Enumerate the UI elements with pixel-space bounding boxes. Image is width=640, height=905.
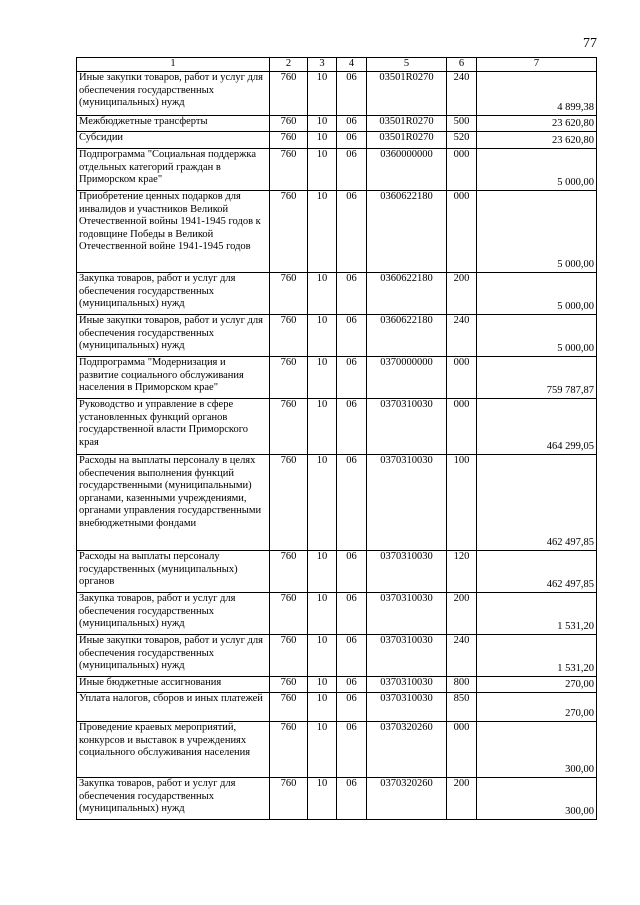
row-sum: 5 000,00: [477, 191, 597, 273]
row-code-section: 10: [308, 149, 337, 191]
row-code-target: 03501R0270: [367, 132, 447, 149]
table-row: [77, 635, 597, 677]
row-code-section: 10: [308, 315, 337, 357]
row-code-subsection: 06: [337, 551, 367, 593]
row-code-target: 0370310030: [367, 399, 447, 455]
row-sum: 4 899,38: [477, 72, 597, 116]
row-sum: 1 531,20: [477, 635, 597, 677]
row-code-section: 10: [308, 191, 337, 273]
row-code-subsection: 06: [337, 399, 367, 455]
row-name: Проведение краевых мероприятий, конкурсов и выставок в учреждениях социального обслуживания населения: [77, 722, 270, 778]
row-sum: 1 531,20: [477, 593, 597, 635]
row-code-section: 10: [308, 132, 337, 149]
row-code-expense-type: 240: [447, 315, 477, 357]
row-code-expense-type: 000: [447, 722, 477, 778]
column-header: 6: [447, 58, 477, 72]
row-code-expense-type: 000: [447, 191, 477, 273]
table-row: [77, 273, 597, 315]
row-name: Иные закупки товаров, работ и услуг для обеспечения государственных (муниципальных) нужд: [77, 635, 270, 677]
page-number: 77: [583, 36, 597, 51]
row-code-subsection: 06: [337, 722, 367, 778]
row-code-expense-type: 240: [447, 635, 477, 677]
row-name: Расходы на выплаты персоналу государственных (муниципальных) органов: [77, 551, 270, 593]
column-header: 4: [337, 58, 367, 72]
row-code-ministry: 760: [270, 72, 308, 116]
row-name: Подпрограмма "Модернизация и развитие социального обслуживания населения в Приморском крае": [77, 357, 270, 399]
table-row: [77, 116, 597, 132]
row-name: Руководство и управление в сфере установленных функций органов государственной власти Приморского края: [77, 399, 270, 455]
table-row: [77, 677, 597, 693]
table-row: [77, 593, 597, 635]
table-row: [77, 191, 597, 273]
row-code-section: 10: [308, 455, 337, 551]
row-sum: 5 000,00: [477, 315, 597, 357]
row-code-ministry: 760: [270, 635, 308, 677]
row-code-expense-type: 200: [447, 593, 477, 635]
row-code-target: 0370320260: [367, 722, 447, 778]
header-row: [77, 58, 597, 72]
column-header: 3: [308, 58, 337, 72]
table-row: [77, 149, 597, 191]
row-code-subsection: 06: [337, 693, 367, 722]
row-name: Подпрограмма "Социальная поддержка отдельных категорий граждан в Приморском крае": [77, 149, 270, 191]
row-code-subsection: 06: [337, 273, 367, 315]
row-code-subsection: 06: [337, 677, 367, 693]
row-code-target: 03501R0270: [367, 116, 447, 132]
table-row: [77, 455, 597, 551]
row-code-target: 0370310030: [367, 693, 447, 722]
row-code-ministry: 760: [270, 273, 308, 315]
row-code-ministry: 760: [270, 315, 308, 357]
row-code-expense-type: 200: [447, 778, 477, 820]
row-sum: 270,00: [477, 693, 597, 722]
row-code-ministry: 760: [270, 593, 308, 635]
row-code-ministry: 760: [270, 191, 308, 273]
table-row: [77, 693, 597, 722]
row-code-section: 10: [308, 72, 337, 116]
row-code-target: 0370000000: [367, 357, 447, 399]
row-code-section: 10: [308, 635, 337, 677]
row-code-subsection: 06: [337, 455, 367, 551]
row-code-target: 03501R0270: [367, 72, 447, 116]
row-code-subsection: 06: [337, 132, 367, 149]
row-name: Закупка товаров, работ и услуг для обеспечения государственных (муниципальных) нужд: [77, 593, 270, 635]
row-sum: 462 497,85: [477, 551, 597, 593]
column-header: 5: [367, 58, 447, 72]
row-code-section: 10: [308, 693, 337, 722]
row-name: Закупка товаров, работ и услуг для обеспечения государственных (муниципальных) нужд: [77, 778, 270, 820]
row-code-ministry: 760: [270, 132, 308, 149]
row-code-expense-type: 000: [447, 149, 477, 191]
table-row: [77, 315, 597, 357]
row-code-expense-type: 100: [447, 455, 477, 551]
row-code-ministry: 760: [270, 778, 308, 820]
row-code-section: 10: [308, 722, 337, 778]
row-code-ministry: 760: [270, 693, 308, 722]
row-code-subsection: 06: [337, 149, 367, 191]
row-code-target: 0370310030: [367, 455, 447, 551]
row-sum: 270,00: [477, 677, 597, 693]
table-row: [77, 551, 597, 593]
row-code-section: 10: [308, 357, 337, 399]
table-row: [77, 722, 597, 778]
row-code-section: 10: [308, 677, 337, 693]
row-code-subsection: 06: [337, 315, 367, 357]
row-code-section: 10: [308, 593, 337, 635]
row-name: Уплата налогов, сборов и иных платежей: [77, 693, 270, 722]
row-sum: 464 299,05: [477, 399, 597, 455]
row-code-target: 0370310030: [367, 677, 447, 693]
row-code-expense-type: 850: [447, 693, 477, 722]
table-row: [77, 357, 597, 399]
row-code-expense-type: 000: [447, 357, 477, 399]
column-header: 7: [477, 58, 597, 72]
row-sum: 23 620,80: [477, 116, 597, 132]
row-code-expense-type: 120: [447, 551, 477, 593]
row-code-target: 0360000000: [367, 149, 447, 191]
row-code-section: 10: [308, 551, 337, 593]
budget-table: [76, 57, 597, 820]
row-code-section: 10: [308, 116, 337, 132]
row-name: Иные закупки товаров, работ и услуг для обеспечения государственных (муниципальных) нужд: [77, 72, 270, 116]
row-code-target: 0360622180: [367, 273, 447, 315]
row-name: Субсидии: [77, 132, 270, 149]
row-code-target: 0370310030: [367, 635, 447, 677]
row-code-section: 10: [308, 399, 337, 455]
row-code-subsection: 06: [337, 191, 367, 273]
table-row: [77, 778, 597, 820]
row-code-ministry: 760: [270, 357, 308, 399]
row-sum: 23 620,80: [477, 132, 597, 149]
row-sum: 759 787,87: [477, 357, 597, 399]
row-code-subsection: 06: [337, 593, 367, 635]
row-code-section: 10: [308, 778, 337, 820]
row-code-ministry: 760: [270, 399, 308, 455]
row-code-target: 0370320260: [367, 778, 447, 820]
row-sum: 300,00: [477, 722, 597, 778]
row-name: Приобретение ценных подарков для инвалидов и участников Великой Отечественной войны 1941-1945 годов к годовщине Победы в Великой Отечественной войне 1941-1945 годов: [77, 191, 270, 273]
row-name: Иные закупки товаров, работ и услуг для обеспечения государственных (муниципальных) нужд: [77, 315, 270, 357]
row-code-subsection: 06: [337, 357, 367, 399]
row-code-target: 0360622180: [367, 191, 447, 273]
row-sum: 300,00: [477, 778, 597, 820]
row-code-subsection: 06: [337, 635, 367, 677]
row-code-expense-type: 800: [447, 677, 477, 693]
row-name: Иные бюджетные ассигнования: [77, 677, 270, 693]
table-row: [77, 132, 597, 149]
row-code-subsection: 06: [337, 116, 367, 132]
row-code-expense-type: 000: [447, 399, 477, 455]
table-row: [77, 399, 597, 455]
table-row: [77, 72, 597, 116]
row-code-ministry: 760: [270, 722, 308, 778]
row-code-expense-type: 200: [447, 273, 477, 315]
column-header: 1: [77, 58, 270, 72]
row-code-subsection: 06: [337, 778, 367, 820]
row-name: Закупка товаров, работ и услуг для обеспечения государственных (муниципальных) нужд: [77, 273, 270, 315]
row-code-ministry: 760: [270, 455, 308, 551]
row-code-ministry: 760: [270, 116, 308, 132]
row-code-target: 0370310030: [367, 551, 447, 593]
row-code-ministry: 760: [270, 677, 308, 693]
row-code-ministry: 760: [270, 149, 308, 191]
row-code-subsection: 06: [337, 72, 367, 116]
row-code-ministry: 760: [270, 551, 308, 593]
column-header: 2: [270, 58, 308, 72]
row-code-expense-type: 240: [447, 72, 477, 116]
row-sum: 462 497,85: [477, 455, 597, 551]
row-code-target: 0370310030: [367, 593, 447, 635]
row-sum: 5 000,00: [477, 273, 597, 315]
row-name: Межбюджетные трансферты: [77, 116, 270, 132]
row-code-expense-type: 520: [447, 132, 477, 149]
row-code-expense-type: 500: [447, 116, 477, 132]
row-code-section: 10: [308, 273, 337, 315]
row-name: Расходы на выплаты персоналу в целях обеспечения выполнения функций государственными (муниципальными) органами, казенными учреждениями, органами управления государственными внебюджетными фондами: [77, 455, 270, 551]
row-sum: 5 000,00: [477, 149, 597, 191]
row-code-target: 0360622180: [367, 315, 447, 357]
